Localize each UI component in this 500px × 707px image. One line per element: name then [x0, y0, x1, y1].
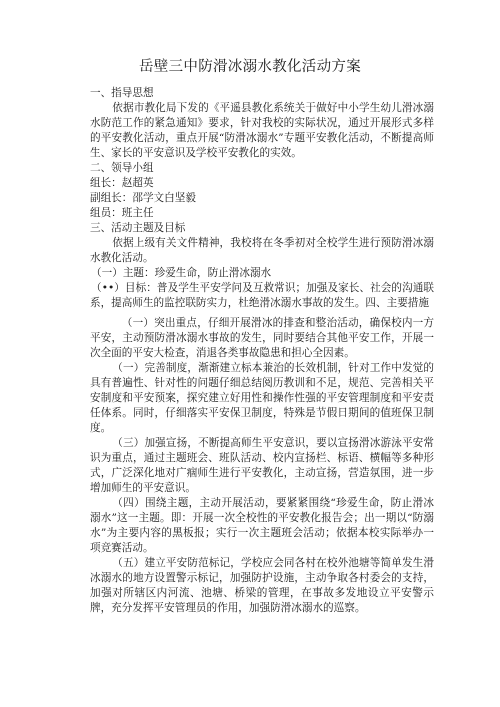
page-title: 岳壁三中防滑冰溺水教化活动方案: [139, 59, 361, 75]
goal-paragraph: （••）目标：普及学生平安学问及互救常识；加强及家长、社会的沟通联系，提高师生的监控联防实力，杜绝滑冰溺水事故的发生。四、主要措施: [90, 282, 434, 309]
theme-line: （一）主题：珍爱生命，防止滑冰溺水: [91, 267, 272, 279]
members-line: 组员：班主任: [90, 207, 154, 219]
measure-paragraph-5: （五）建立平安防范标记，学校应会同各村在校外池塘等简单发生滑冰溺水的地方设置警示标记，加强防护设施，主动争取各村委会的支持，加强对所辖区内河流、池塘、桥梁的管理，在事故多发地设立平安警示牌，充分发挥平安管理员的作用，加强防滑冰溺水的巡察。: [90, 557, 434, 614]
document-body: [90, 86, 434, 616]
measure-paragraph-1: （一）突出重点，仔细开展滑冰的排查和整治活动，确保校内一方平安，主动预防滑冰溺水事故的发生，同时要结合其他平安工作，开展一次全面的平安大检查，消退各类事故隐患和担心全因素。: [90, 317, 434, 359]
section-heading-guiding-ideology: 一、指导思想: [90, 87, 154, 99]
leader-line: 组长：赵超英: [90, 177, 154, 189]
section-heading-theme-and-goals: 三、活动主题及目标: [90, 222, 186, 234]
paragraph-guiding-ideology: 依据市教化局下发的《平遥县教化系统关于做好中小学生幼儿滑冰溺水防范工作的紧急通知》要求，针对我校的实际状况，通过开展形式多样的平安教化活动，重点开展“防滑冰溺水”专题平安教化活动，不断提高师生、家长的平安意识及学校平安教化的实效。: [90, 102, 434, 159]
measure-paragraph-3: （三）加强宣扬，不断提高师生平安意识，要以宣扬滑冰游泳平安常识为重点，通过主题班会、班队活动、校内宣扬栏、标语、横幅等多种形式，广泛深化地对广痼师生进行平安教化，主动宣扬，营造氛围，进一步增加师生的平安意识。: [90, 437, 434, 494]
measure-paragraph-2: （一）完善制度，渐渐建立标本兼治的长效机制，针对工作中发觉的具有普遍性、针对性的问题仔细总结阅历教训和不足，规范、完善相关平安制度和平安预案，探究建立好用性和操作性强的平安管理制度和平安责任体系。同时，仔细落实平安保卫制度，特殊是节假日期间的值班保卫制度。: [90, 362, 434, 434]
section-heading-leadership-group: 二、领导小组: [90, 162, 154, 174]
measure-paragraph-4: （四）围绕主题，主动开展活动，要紧紧围绕“珍爱生命，防止滑冰溺水”这一主题。即：开展一次全校性的平安教化报告会；出一期以“防溺水”为主要内容的黑板报；实行一次主题班会活动；依据本校实际举办一项竞赛活动。: [90, 497, 434, 554]
deputy-leader-line: 副组长：邵学文白坚毅: [90, 192, 196, 204]
paragraph-theme-intro: 依据上级有关文件精神，我校将在冬季初对全校学生进行预防滑冰溺水教化活动。: [90, 237, 434, 264]
